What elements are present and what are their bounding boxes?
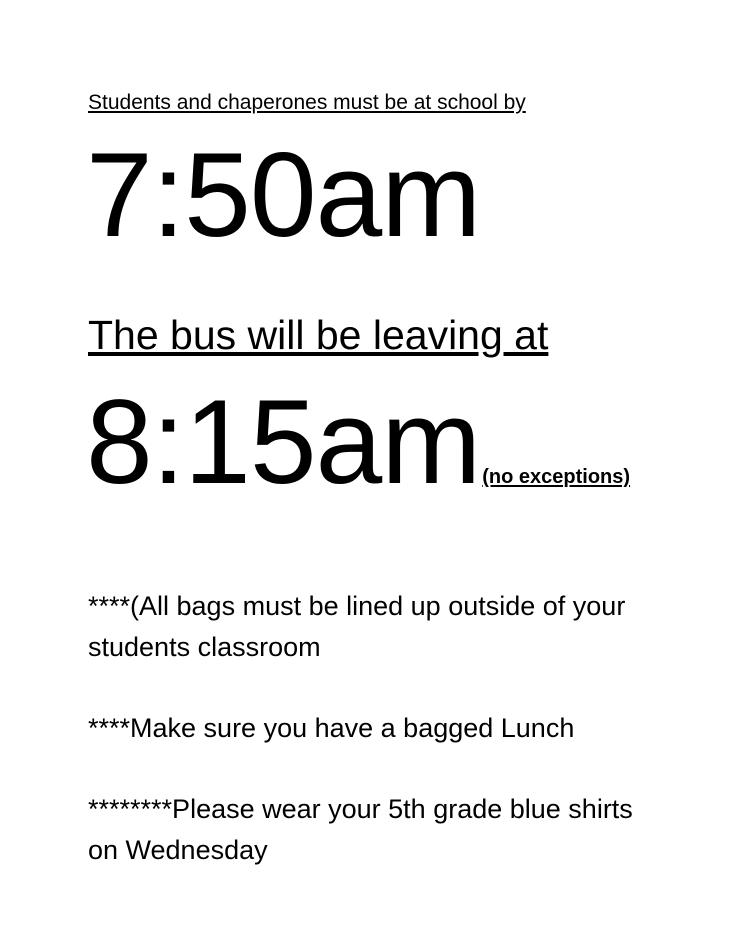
arrival-time: 7:50am: [86, 128, 481, 262]
note-lunch: ****Make sure you have a bagged Lunch: [88, 713, 575, 743]
note-bags: ****(All bags must be lined up outside of your students classroom: [88, 591, 626, 662]
departure-time: 8:15am: [86, 375, 481, 509]
no-exceptions-note: (no exceptions): [482, 466, 631, 488]
note-shirts: ********Please wear your 5th grade blue shirts on Wednesday: [88, 794, 633, 865]
arrival-instruction: Students and chaperones must be at school by: [88, 91, 526, 114]
departure-instruction: The bus will be leaving at: [88, 312, 549, 358]
notes-list: [88, 586, 648, 871]
departure-row: [86, 375, 631, 509]
